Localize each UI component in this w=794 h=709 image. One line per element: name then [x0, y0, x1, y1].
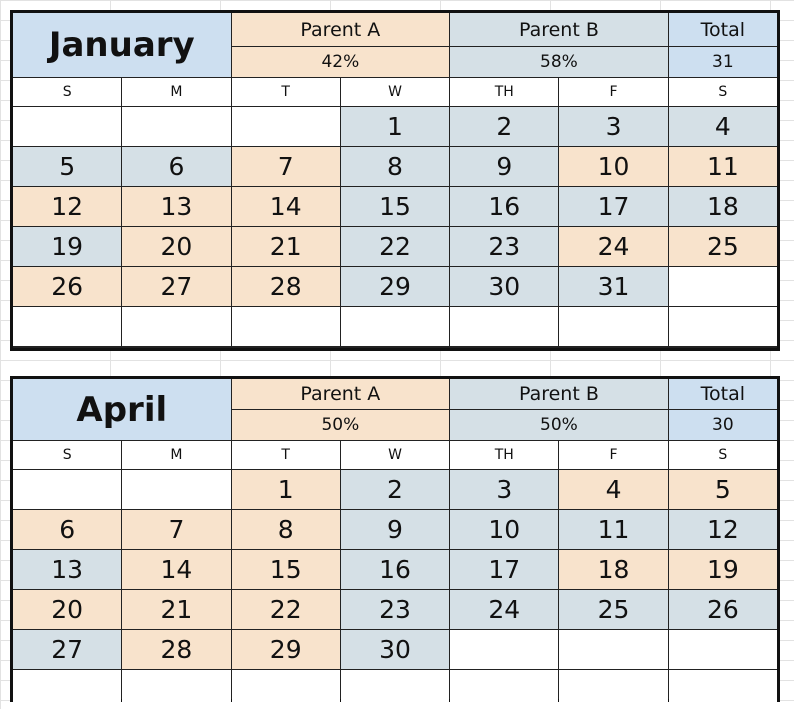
day-cell: 6 [13, 510, 121, 549]
day-cell: 21 [232, 227, 340, 266]
month-title: April [13, 379, 231, 440]
parent-a-percent: 42% [232, 47, 450, 77]
empty-day-cell [450, 630, 558, 669]
weekday-tuesday: T [232, 441, 340, 469]
day-cell: 20 [122, 227, 230, 266]
day-cell: 14 [122, 550, 230, 589]
day-cell: 20 [13, 590, 121, 629]
day-cell: 4 [669, 107, 777, 146]
weekday-thursday: TH [450, 78, 558, 106]
day-cell: 10 [450, 510, 558, 549]
day-cell: 2 [341, 470, 449, 509]
day-cell: 17 [559, 187, 667, 226]
day-cell: 23 [341, 590, 449, 629]
empty-day-cell [13, 470, 121, 509]
day-cell: 4 [559, 470, 667, 509]
day-cell: 31 [559, 267, 667, 306]
day-cell: 27 [13, 630, 121, 669]
day-cell: 21 [122, 590, 230, 629]
weekday-monday: M [122, 441, 230, 469]
empty-day-cell [669, 630, 777, 669]
day-cell: 18 [559, 550, 667, 589]
weekday-wednesday: W [341, 78, 449, 106]
empty-day-cell [232, 670, 340, 709]
day-cell: 10 [559, 147, 667, 186]
weekday-sunday: S [13, 78, 121, 106]
day-cell: 18 [669, 187, 777, 226]
empty-day-cell [13, 670, 121, 709]
day-cell: 22 [341, 227, 449, 266]
day-cell: 5 [13, 147, 121, 186]
total-days: 31 [669, 47, 777, 77]
empty-day-cell [669, 670, 777, 709]
empty-day-cell [232, 307, 340, 346]
day-cell: 1 [232, 470, 340, 509]
total-days: 30 [669, 410, 777, 440]
day-cell: 27 [122, 267, 230, 306]
weekday-sunday: S [13, 441, 121, 469]
weekday-wednesday: W [341, 441, 449, 469]
day-cell: 30 [450, 267, 558, 306]
empty-day-cell [122, 470, 230, 509]
day-cell: 26 [669, 590, 777, 629]
day-cell: 13 [122, 187, 230, 226]
parent-a-label: Parent A [232, 13, 450, 46]
weekday-friday: F [559, 78, 667, 106]
day-cell: 19 [13, 227, 121, 266]
day-cell: 8 [341, 147, 449, 186]
day-cell: 5 [669, 470, 777, 509]
day-cell: 9 [341, 510, 449, 549]
parent-a-percent: 50% [232, 410, 450, 440]
day-cell: 23 [450, 227, 558, 266]
calendar-april [10, 376, 780, 702]
day-cell: 29 [232, 630, 340, 669]
day-cell: 12 [13, 187, 121, 226]
weekday-monday: M [122, 78, 230, 106]
day-cell: 24 [559, 227, 667, 266]
empty-day-cell [559, 307, 667, 346]
total-label: Total [669, 13, 777, 46]
empty-day-cell [669, 307, 777, 346]
weekday-thursday: TH [450, 441, 558, 469]
empty-day-cell [122, 107, 230, 146]
empty-day-cell [232, 107, 340, 146]
empty-day-cell [341, 670, 449, 709]
day-cell: 13 [13, 550, 121, 589]
empty-day-cell [13, 107, 121, 146]
empty-day-cell [450, 670, 558, 709]
weekday-tuesday: T [232, 78, 340, 106]
parent-b-label: Parent B [450, 13, 668, 46]
day-cell: 26 [13, 267, 121, 306]
day-cell: 25 [669, 227, 777, 266]
parent-b-label: Parent B [450, 379, 668, 409]
day-cell: 14 [232, 187, 340, 226]
parent-b-percent: 58% [450, 47, 668, 77]
day-cell: 3 [559, 107, 667, 146]
empty-day-cell [13, 307, 121, 346]
parent-a-label: Parent A [232, 379, 450, 409]
empty-day-cell [122, 670, 230, 709]
empty-day-cell [669, 267, 777, 306]
month-title: January [13, 13, 231, 77]
day-cell: 16 [450, 187, 558, 226]
day-cell: 11 [559, 510, 667, 549]
day-cell: 16 [341, 550, 449, 589]
day-cell: 12 [669, 510, 777, 549]
day-cell: 15 [341, 187, 449, 226]
day-cell: 25 [559, 590, 667, 629]
calendar-january [10, 10, 780, 351]
day-cell: 8 [232, 510, 340, 549]
empty-day-cell [559, 630, 667, 669]
day-cell: 11 [669, 147, 777, 186]
weekday-saturday: S [669, 78, 777, 106]
empty-day-cell [341, 307, 449, 346]
total-label: Total [669, 379, 777, 409]
day-cell: 2 [450, 107, 558, 146]
empty-day-cell [450, 307, 558, 346]
day-cell: 7 [122, 510, 230, 549]
parent-b-percent: 50% [450, 410, 668, 440]
weekday-friday: F [559, 441, 667, 469]
day-cell: 7 [232, 147, 340, 186]
day-cell: 28 [232, 267, 340, 306]
day-cell: 22 [232, 590, 340, 629]
day-cell: 28 [122, 630, 230, 669]
day-cell: 29 [341, 267, 449, 306]
empty-day-cell [122, 307, 230, 346]
empty-day-cell [559, 670, 667, 709]
day-cell: 30 [341, 630, 449, 669]
day-cell: 9 [450, 147, 558, 186]
weekday-saturday: S [669, 441, 777, 469]
day-cell: 19 [669, 550, 777, 589]
day-cell: 15 [232, 550, 340, 589]
day-cell: 1 [341, 107, 449, 146]
day-cell: 17 [450, 550, 558, 589]
day-cell: 3 [450, 470, 558, 509]
day-cell: 24 [450, 590, 558, 629]
day-cell: 6 [122, 147, 230, 186]
